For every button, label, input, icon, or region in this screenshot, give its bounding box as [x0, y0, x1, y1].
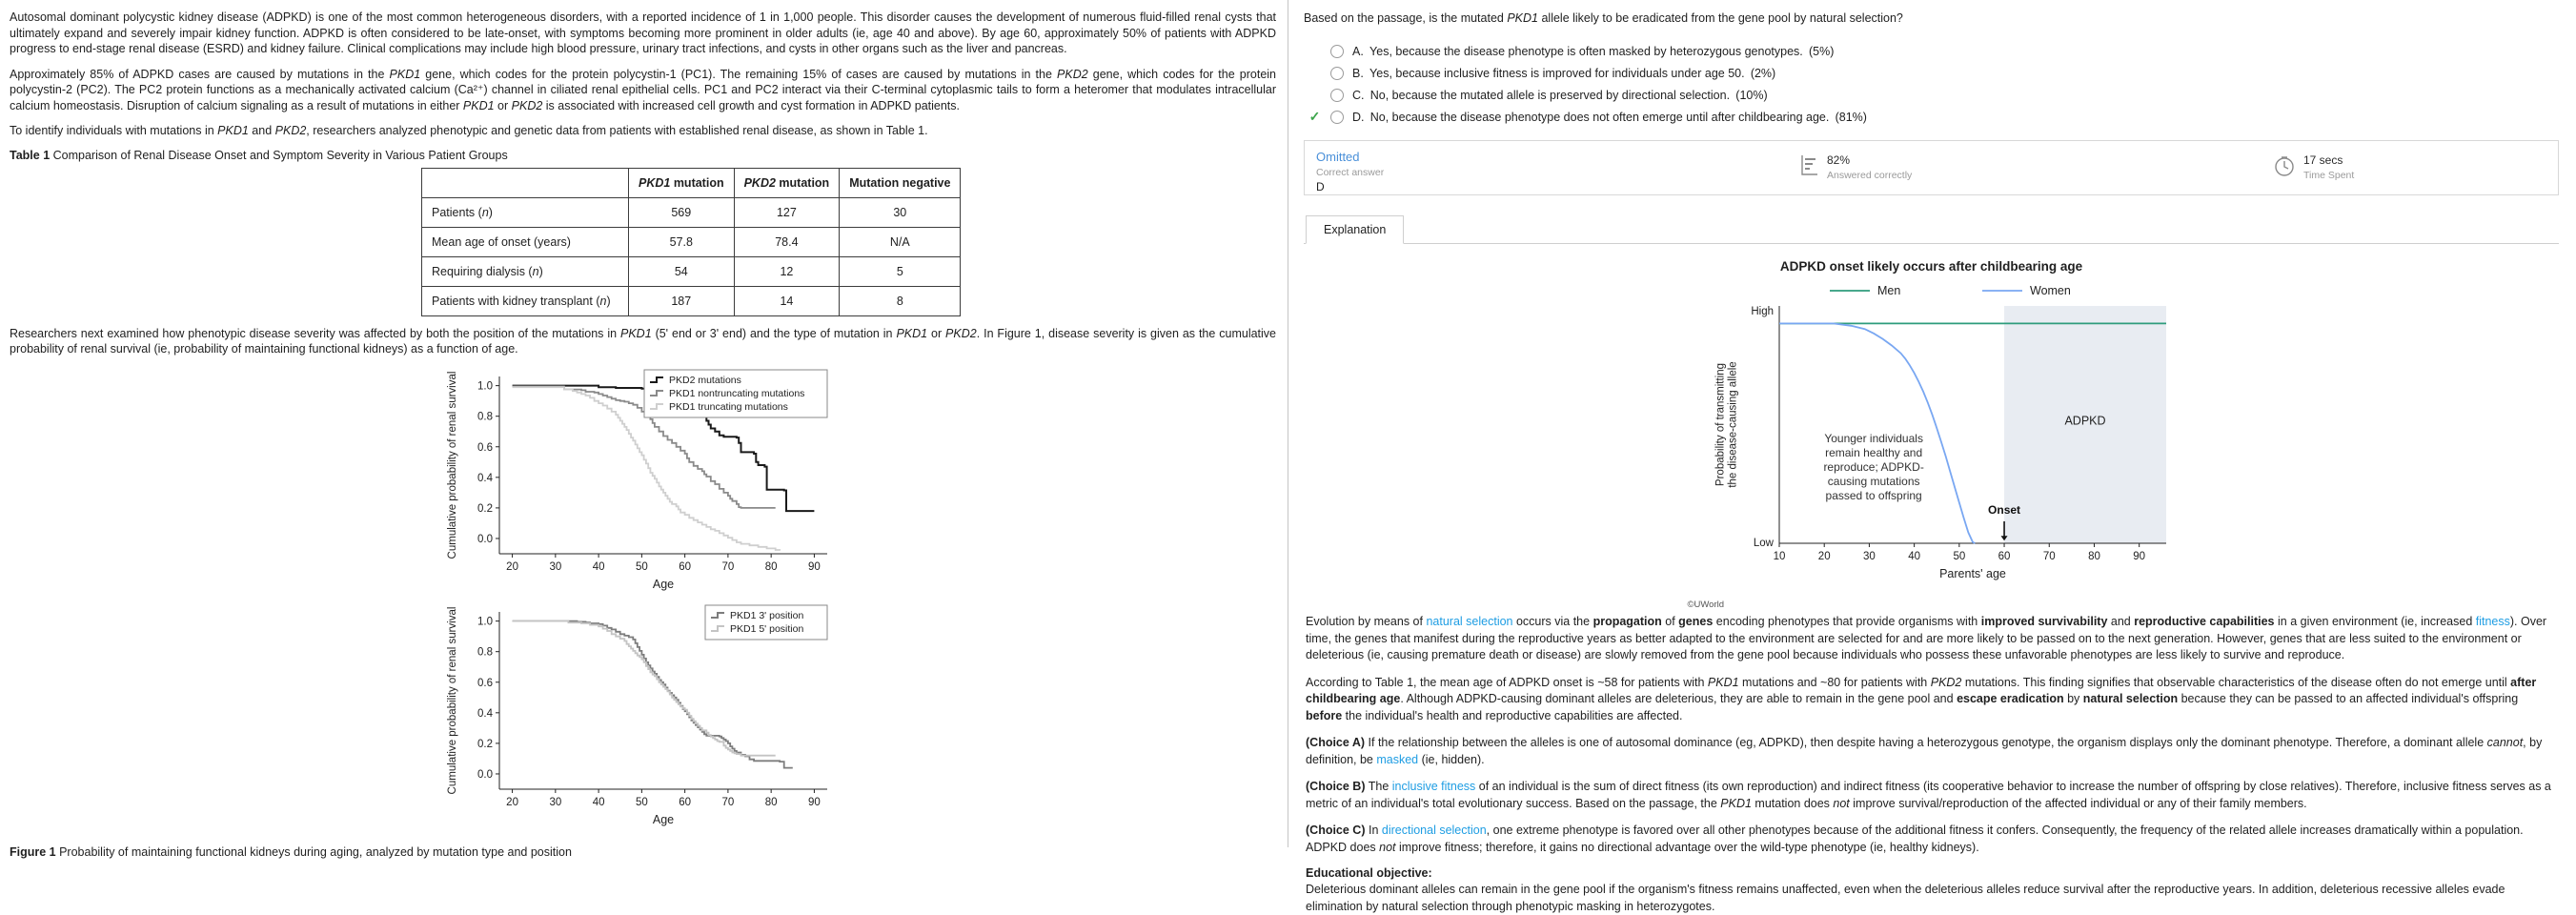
svg-text:50: 50	[1952, 551, 1965, 562]
svg-text:90: 90	[808, 796, 821, 808]
svg-text:30: 30	[1862, 551, 1876, 562]
svg-text:10: 10	[1773, 551, 1785, 562]
bar-chart-icon	[1798, 153, 1819, 183]
svg-text:20: 20	[506, 560, 518, 573]
table-cell: 30	[840, 197, 961, 227]
answer-option-a[interactable]	[1308, 40, 2559, 62]
svg-text:30: 30	[549, 796, 562, 808]
correct-answer-label: Correct answer	[1316, 167, 1385, 178]
question-text: Based on the passage, is the mutated PKD1 allele likely to be eradicated from the gene pool by natural selection?	[1304, 11, 1903, 25]
time-spent-label: Time Spent	[2303, 170, 2355, 181]
svg-text:PKD2 mutations: PKD2 mutations	[669, 374, 741, 386]
svg-text:PKD1 truncating mutations: PKD1 truncating mutations	[669, 400, 788, 413]
svg-text:30: 30	[549, 560, 562, 573]
svg-text:40: 40	[592, 796, 605, 808]
svg-text:Probability of transmittingthe: Probability of transmittingthe disease-causing allele	[1714, 361, 1738, 488]
explanation-chart	[1674, 275, 2189, 600]
time-spent-value: 17 secs	[2303, 153, 2343, 167]
svg-text:90: 90	[808, 560, 821, 573]
answer-text: D. No, because the disease phenotype does not often emerge until after childbearing age. (81%)	[1352, 110, 1867, 124]
svg-text:PKD1 3' position: PKD1 3' position	[730, 609, 804, 621]
svg-text:1.0: 1.0	[477, 616, 493, 628]
uworld-credit: ©UWorld	[1687, 600, 1724, 610]
stats-card	[1304, 140, 2559, 195]
svg-text:80: 80	[2087, 551, 2100, 562]
svg-text:Parents' age: Parents' age	[1938, 567, 2006, 580]
explanation-chart-title: ADPKD onset likely occurs after childbearing age	[1779, 259, 2083, 274]
tab-bar	[1304, 214, 2559, 244]
svg-text:0.8: 0.8	[477, 411, 493, 423]
table1	[421, 168, 961, 316]
figure1-bottom	[440, 602, 841, 838]
figure1-bottom-chart	[440, 602, 841, 833]
svg-text:Low: Low	[1753, 538, 1774, 549]
answer-option-b[interactable]	[1308, 62, 2559, 84]
svg-text:60: 60	[679, 796, 692, 808]
answer-text: C. No, because the mutated allele is preserved by directional selection. (10%)	[1352, 88, 1768, 102]
table-cell: Requiring dialysis (n)	[422, 256, 629, 286]
clock-icon	[2273, 153, 2296, 183]
question-panel	[1288, 0, 2576, 913]
table-cell: Patients with kidney transplant (n)	[422, 286, 629, 315]
svg-text:40: 40	[1907, 551, 1920, 562]
svg-text:0.6: 0.6	[477, 677, 493, 689]
answered-label: Answered correctly	[1827, 170, 1913, 181]
tab-explanation[interactable]: Explanation	[1306, 215, 1404, 244]
passage-paragraph-1: Autosomal dominant polycystic kidney disease (ADPKD) is one of the most common heterogeneous disorders, with a reported incidence of 1 in 1,000 people. This disorder causes the development of numerous fluid-filled renal cysts that ultimately expand and severely impair kidney function. ADPKD is often considered to be late-onset, with symptoms becoming more prominent in older adults (ie, age 40 and above). By age 60, approximately 50% of patients with ADPKD progress to end-stage renal disease (ESRD) and kidney failure. Clinical complications may include high blood pressure, urinary tract infections, and cysts in other organs such as the liver and pancreas.	[10, 10, 1276, 55]
table-cell: Patients (n)	[422, 197, 629, 227]
svg-text:0.0: 0.0	[477, 533, 493, 545]
svg-text:70: 70	[2042, 551, 2056, 562]
svg-text:Cumulative probability of rena: Cumulative probability of renal survival	[447, 371, 458, 559]
svg-text:ADPKD: ADPKD	[2063, 414, 2106, 428]
explanation-chart-block	[1674, 259, 2189, 610]
explanation-paragraph-1: Evolution by means of natural selection occurs via the propagation of genes encoding phenotypes that provide organisms with improved survivability and reproductive capabilities in a given environment (ie, increased fitness). Over time, the genes that manifest during the reproductive years as better adapted to the environment are selected for and are more likely to be passed on to the next generation. However, genes that are less suited to the environment or deleterious (ie, causing premature death or disease) are slowly removed from the gene pool because individuals who possess these unfavorable phenotypes are less likely to survive and reproduce.	[1306, 615, 2547, 661]
table-cell	[422, 168, 629, 197]
svg-text:Age: Age	[652, 577, 675, 591]
educational-objective-text: Deleterious dominant alleles can remain in the gene pool if the organism's fitness remains unaffected, even when the deleterious alleles reduce survival after the reproductive years. In addition, deleterious recessive alleles evade elimination by natural selection through phenotypic masking in heterozygotes.	[1306, 883, 2505, 913]
table-cell: 5	[840, 256, 961, 286]
svg-text:80: 80	[764, 796, 778, 808]
table-cell: 127	[734, 197, 840, 227]
answered-pct: 82%	[1827, 153, 1851, 167]
svg-text:0.4: 0.4	[477, 707, 493, 720]
table-cell: 8	[840, 286, 961, 315]
figure1-caption: Figure 1 Probability of maintaining functional kidneys during aging, analyzed by mutation type and position	[10, 844, 572, 859]
answered-correctly-stat	[1798, 153, 1912, 183]
svg-text:50: 50	[635, 796, 648, 808]
explanation-paragraph-2: According to Table 1, the mean age of ADPKD onset is ~58 for patients with PKD1 mutations and ~80 for patients with PKD2 mutations. This finding signifies that observable characteristics of the disease often do not emerge until after childbearing age. Although ADPKD-causing dominant alleles are deleterious, they are able to remain in the gene pool and escape eradication by natural selection because they can be passed to an affected individual's offspring before the individual's health and reproductive capabilities are affected.	[1306, 675, 2537, 722]
table-cell: Mutation negative	[840, 168, 961, 197]
table-cell: 569	[629, 197, 735, 227]
table-cell: 187	[629, 286, 735, 315]
figure1-top-chart	[440, 367, 841, 596]
passage-panel	[0, 0, 1288, 859]
svg-text:1.0: 1.0	[477, 380, 493, 393]
svg-text:60: 60	[1998, 551, 2010, 562]
svg-text:Age: Age	[652, 812, 675, 826]
svg-text:80: 80	[764, 560, 778, 573]
svg-text:Men: Men	[1876, 284, 1900, 297]
table-cell: 12	[734, 256, 840, 286]
answer-radio[interactable]	[1330, 45, 1344, 58]
svg-text:causing mutations: causing mutations	[1827, 474, 1920, 488]
answer-radio[interactable]	[1330, 67, 1344, 80]
term-link[interactable]: directional selection	[1381, 824, 1487, 837]
svg-text:0.2: 0.2	[477, 738, 493, 750]
answer-text: B. Yes, because inclusive fitness is improved for individuals under age 50. (2%)	[1352, 66, 1776, 80]
correct-answer-value: D	[1316, 180, 1325, 193]
svg-text:Onset: Onset	[1987, 502, 2020, 517]
svg-text:20: 20	[506, 796, 518, 808]
svg-text:70: 70	[721, 796, 735, 808]
svg-text:50: 50	[635, 560, 648, 573]
table-cell: 54	[629, 256, 735, 286]
svg-text:PKD1 5' position: PKD1 5' position	[730, 622, 804, 635]
svg-text:60: 60	[679, 560, 692, 573]
svg-text:40: 40	[592, 560, 605, 573]
table-cell: PKD2 mutation	[734, 168, 840, 197]
svg-text:reproduce; ADPKD-: reproduce; ADPKD-	[1822, 459, 1924, 474]
svg-text:70: 70	[721, 560, 735, 573]
educational-objective-label: Educational objective:	[1306, 866, 1432, 880]
answer-radio[interactable]	[1330, 89, 1344, 102]
figure1-top	[440, 367, 841, 600]
adpkd-onset-chart	[1674, 275, 2189, 595]
term-link[interactable]: natural selection	[1426, 615, 1513, 628]
svg-text:20: 20	[1817, 551, 1831, 562]
time-spent-stat	[2273, 153, 2354, 183]
term-link[interactable]: fitness	[2475, 615, 2510, 628]
table-cell: 78.4	[734, 227, 840, 256]
passage-paragraph-4: Researchers next examined how phenotypic disease severity was affected by both the position of the mutations in PKD1 (5' end or 3' end) and the type of mutation in PKD1 or PKD2. In Figure 1, disease severity is given as the cumulative probability of renal survival (ie, probability of maintaining functional kidneys) as a function of age.	[10, 326, 1277, 356]
svg-text:0.4: 0.4	[477, 472, 493, 484]
svg-text:Younger individuals: Younger individuals	[1823, 431, 1923, 445]
options-list	[1308, 40, 2559, 128]
explanation-choice-b: (Choice B) The inclusive fitness of an individual is the sum of direct fitness (its own reproduction) and indirect fitness (its cooperative behavior to increase the number of offspring by close relatives). Therefore, inclusive fitness serves as a metric of an individual's total evolutionary success. Based on the passage, the PKD1 mutation does not improve survival/reproduction of the affected individual or any of their family members.	[1306, 780, 2551, 810]
table-cell: Mean age of onset (years)	[422, 227, 629, 256]
svg-text:0.0: 0.0	[477, 768, 493, 781]
explanation-section	[1304, 244, 2559, 915]
answer-option-c[interactable]	[1308, 84, 2559, 106]
svg-text:remain healthy and: remain healthy and	[1824, 445, 1922, 459]
svg-text:0.6: 0.6	[477, 441, 493, 454]
svg-text:90: 90	[2132, 551, 2145, 562]
svg-text:PKD1 nontruncating mutations: PKD1 nontruncating mutations	[669, 387, 805, 399]
table-cell: 14	[734, 286, 840, 315]
term-link[interactable]: inclusive fitness	[1391, 780, 1476, 793]
svg-text:0.8: 0.8	[477, 646, 493, 659]
svg-text:0.2: 0.2	[477, 502, 493, 515]
omitted-status: Omitted	[1316, 150, 1360, 164]
term-link[interactable]: masked	[1376, 752, 1419, 766]
answer-text: A. Yes, because the disease phenotype is often masked by heterozygous genotypes. (5%)	[1352, 44, 1835, 58]
svg-text:Women: Women	[2029, 284, 2071, 297]
table1-caption: Table 1 Comparison of Renal Disease Onset and Symptom Severity in Various Patient Groups	[10, 148, 508, 162]
passage-paragraph-3: To identify individuals with mutations in PKD1 and PKD2, researchers analyzed phenotypic and genetic data from patients with established renal disease, as shown in Table 1.	[10, 124, 928, 137]
svg-text:Cumulative probability of rena: Cumulative probability of renal survival	[447, 606, 458, 794]
explanation-choice-a: (Choice A) If the relationship between the alleles is one of autosomal dominance (eg, ADPKD), then despite having a heterozygous genotype, the organism displays only the dominant phenotype. Therefore, a dominant allele cannot, by definition, be masked (ie, hidden).	[1306, 736, 2543, 766]
passage-paragraph-2: Approximately 85% of ADPKD cases are caused by mutations in the PKD1 gene, which codes for the protein polycystin-1 (PC1). The remaining 15% of cases are caused by mutations in the PKD2 gene, which codes for the protein polycystin-2 (PC2). The PC2 protein functions as a mechanically activated calcium (Ca²⁺) channel in ciliated renal epithelial cells. PC1 and PC2 interact via their C-terminal cytoplasmic tails to form a heteromer that modulates intracellular calcium homeostasis. Disruption of calcium signaling as a result of mutations in either PKD1 or PKD2 is associated with increased cell growth and cyst formation in ADPKD patients.	[10, 67, 1276, 112]
correct-answer-check-icon: ✓	[1308, 109, 1321, 124]
table-cell: PKD1 mutation	[629, 168, 735, 197]
table-cell: 57.8	[629, 227, 735, 256]
svg-text:High: High	[1750, 306, 1774, 317]
explanation-choice-c: (Choice C) In directional selection, one extreme phenotype is favored over all other phenotypes because of the additional fitness it confers. Consequently, the frequency of the related allele increases dramatically within a population. ADPKD does not improve fitness; therefore, it gains no directional advantage over the wild-type phenotype (ie, healthy kidneys).	[1306, 824, 2524, 854]
svg-text:passed to offspring: passed to offspring	[1825, 488, 1922, 502]
answer-option-d[interactable]	[1308, 106, 2559, 128]
table-cell: N/A	[840, 227, 961, 256]
answer-radio[interactable]	[1330, 111, 1344, 124]
